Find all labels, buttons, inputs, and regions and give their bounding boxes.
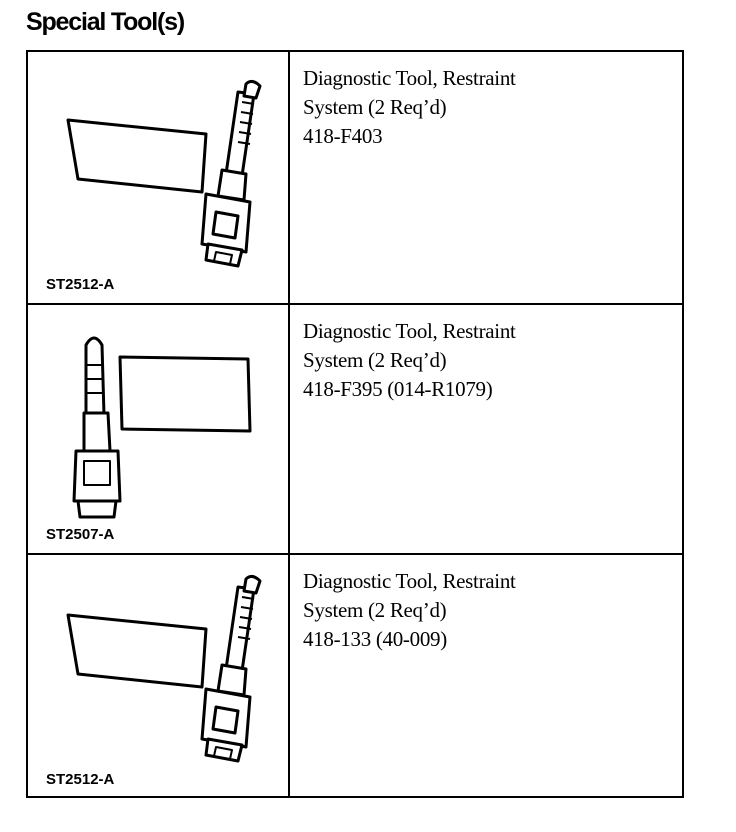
restraint-diagnostic-tool-icon [28,52,290,301]
tool-name-line: Diagnostic Tool, Restraint [303,569,516,593]
special-tools-table [26,50,684,798]
tool-description [290,305,682,553]
tool-description [290,52,682,303]
table-row [28,553,682,798]
tool-illustration-cell [28,305,290,553]
table-row [28,303,682,553]
tool-quantity-line: System (2 Req’d) [303,348,447,372]
tool-illustration-cell [28,555,290,798]
figure-code: ST2512-A [46,276,115,293]
table-row [28,52,682,303]
page-heading: Special Tool(s) [26,8,184,36]
figure-code: ST2507-A [46,526,115,543]
tool-quantity-line: System (2 Req’d) [303,95,447,119]
tool-part-number: 418-133 (40-009) [303,627,447,651]
tool-name-line: Diagnostic Tool, Restraint [303,66,516,90]
tool-illustration-cell [28,52,290,303]
figure-code: ST2512-A [46,771,115,788]
restraint-diagnostic-tool-icon [28,555,290,798]
tool-name-line: Diagnostic Tool, Restraint [303,319,516,343]
tool-quantity-line: System (2 Req’d) [303,598,447,622]
tool-part-number: 418-F395 (014-R1079) [303,377,493,401]
tool-description [290,555,682,798]
tool-part-number: 418-F403 [303,124,383,148]
restraint-diagnostic-tool-icon [28,305,290,553]
